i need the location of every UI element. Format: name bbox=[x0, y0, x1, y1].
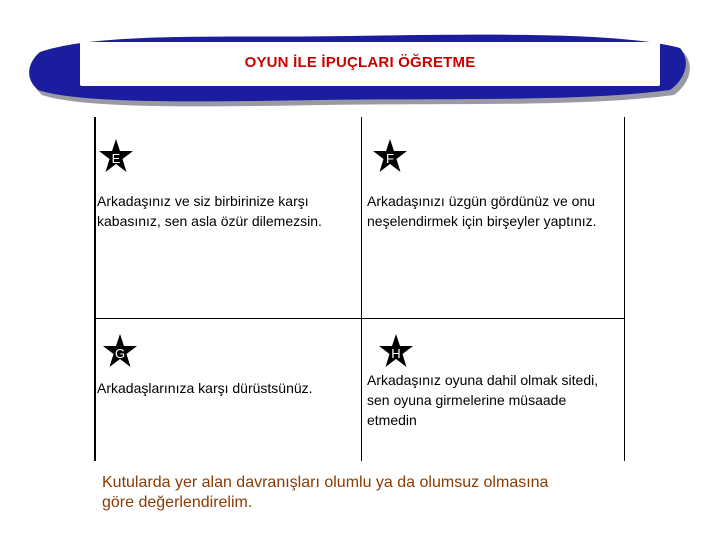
page-title: OYUN İLE İPUÇLARI ÖĞRETME bbox=[244, 54, 476, 71]
grid-left-border bbox=[94, 117, 96, 461]
card-f-letter: F bbox=[386, 151, 394, 166]
grid-middle-rule bbox=[96, 318, 624, 319]
star-icon-f bbox=[372, 138, 408, 174]
card-g-text: Arkadaşlarınıza karşı dürüstsünüz. bbox=[97, 380, 313, 396]
card-h-text: Arkadaşınız oyuna dahil olmak sitedi, sen oyuna girmelerine müsaade etmedin bbox=[367, 372, 599, 428]
star-icon-g bbox=[102, 333, 138, 369]
card-f-text: Arkadaşınızı üzgün gördünüz ve onu neşelendirmek için birşeyler yaptınız. bbox=[367, 193, 597, 229]
card-g-letter: G bbox=[114, 346, 126, 361]
grid-center-divider bbox=[361, 117, 362, 461]
card-e-text: Arkadaşınız ve siz birbirinize karşı kabasınız, sen asla özür dilemezsin. bbox=[97, 193, 322, 229]
card-h-letter: H bbox=[391, 346, 401, 361]
star-icon-h bbox=[378, 333, 414, 369]
star-icon-e bbox=[98, 138, 134, 174]
footer-instruction: Kutularda yer alan davranışları olumlu ya da olumsuz olmasına göre değerlendirelim. bbox=[102, 474, 549, 511]
card-e-letter: E bbox=[111, 151, 121, 166]
grid-right-border bbox=[624, 117, 625, 461]
